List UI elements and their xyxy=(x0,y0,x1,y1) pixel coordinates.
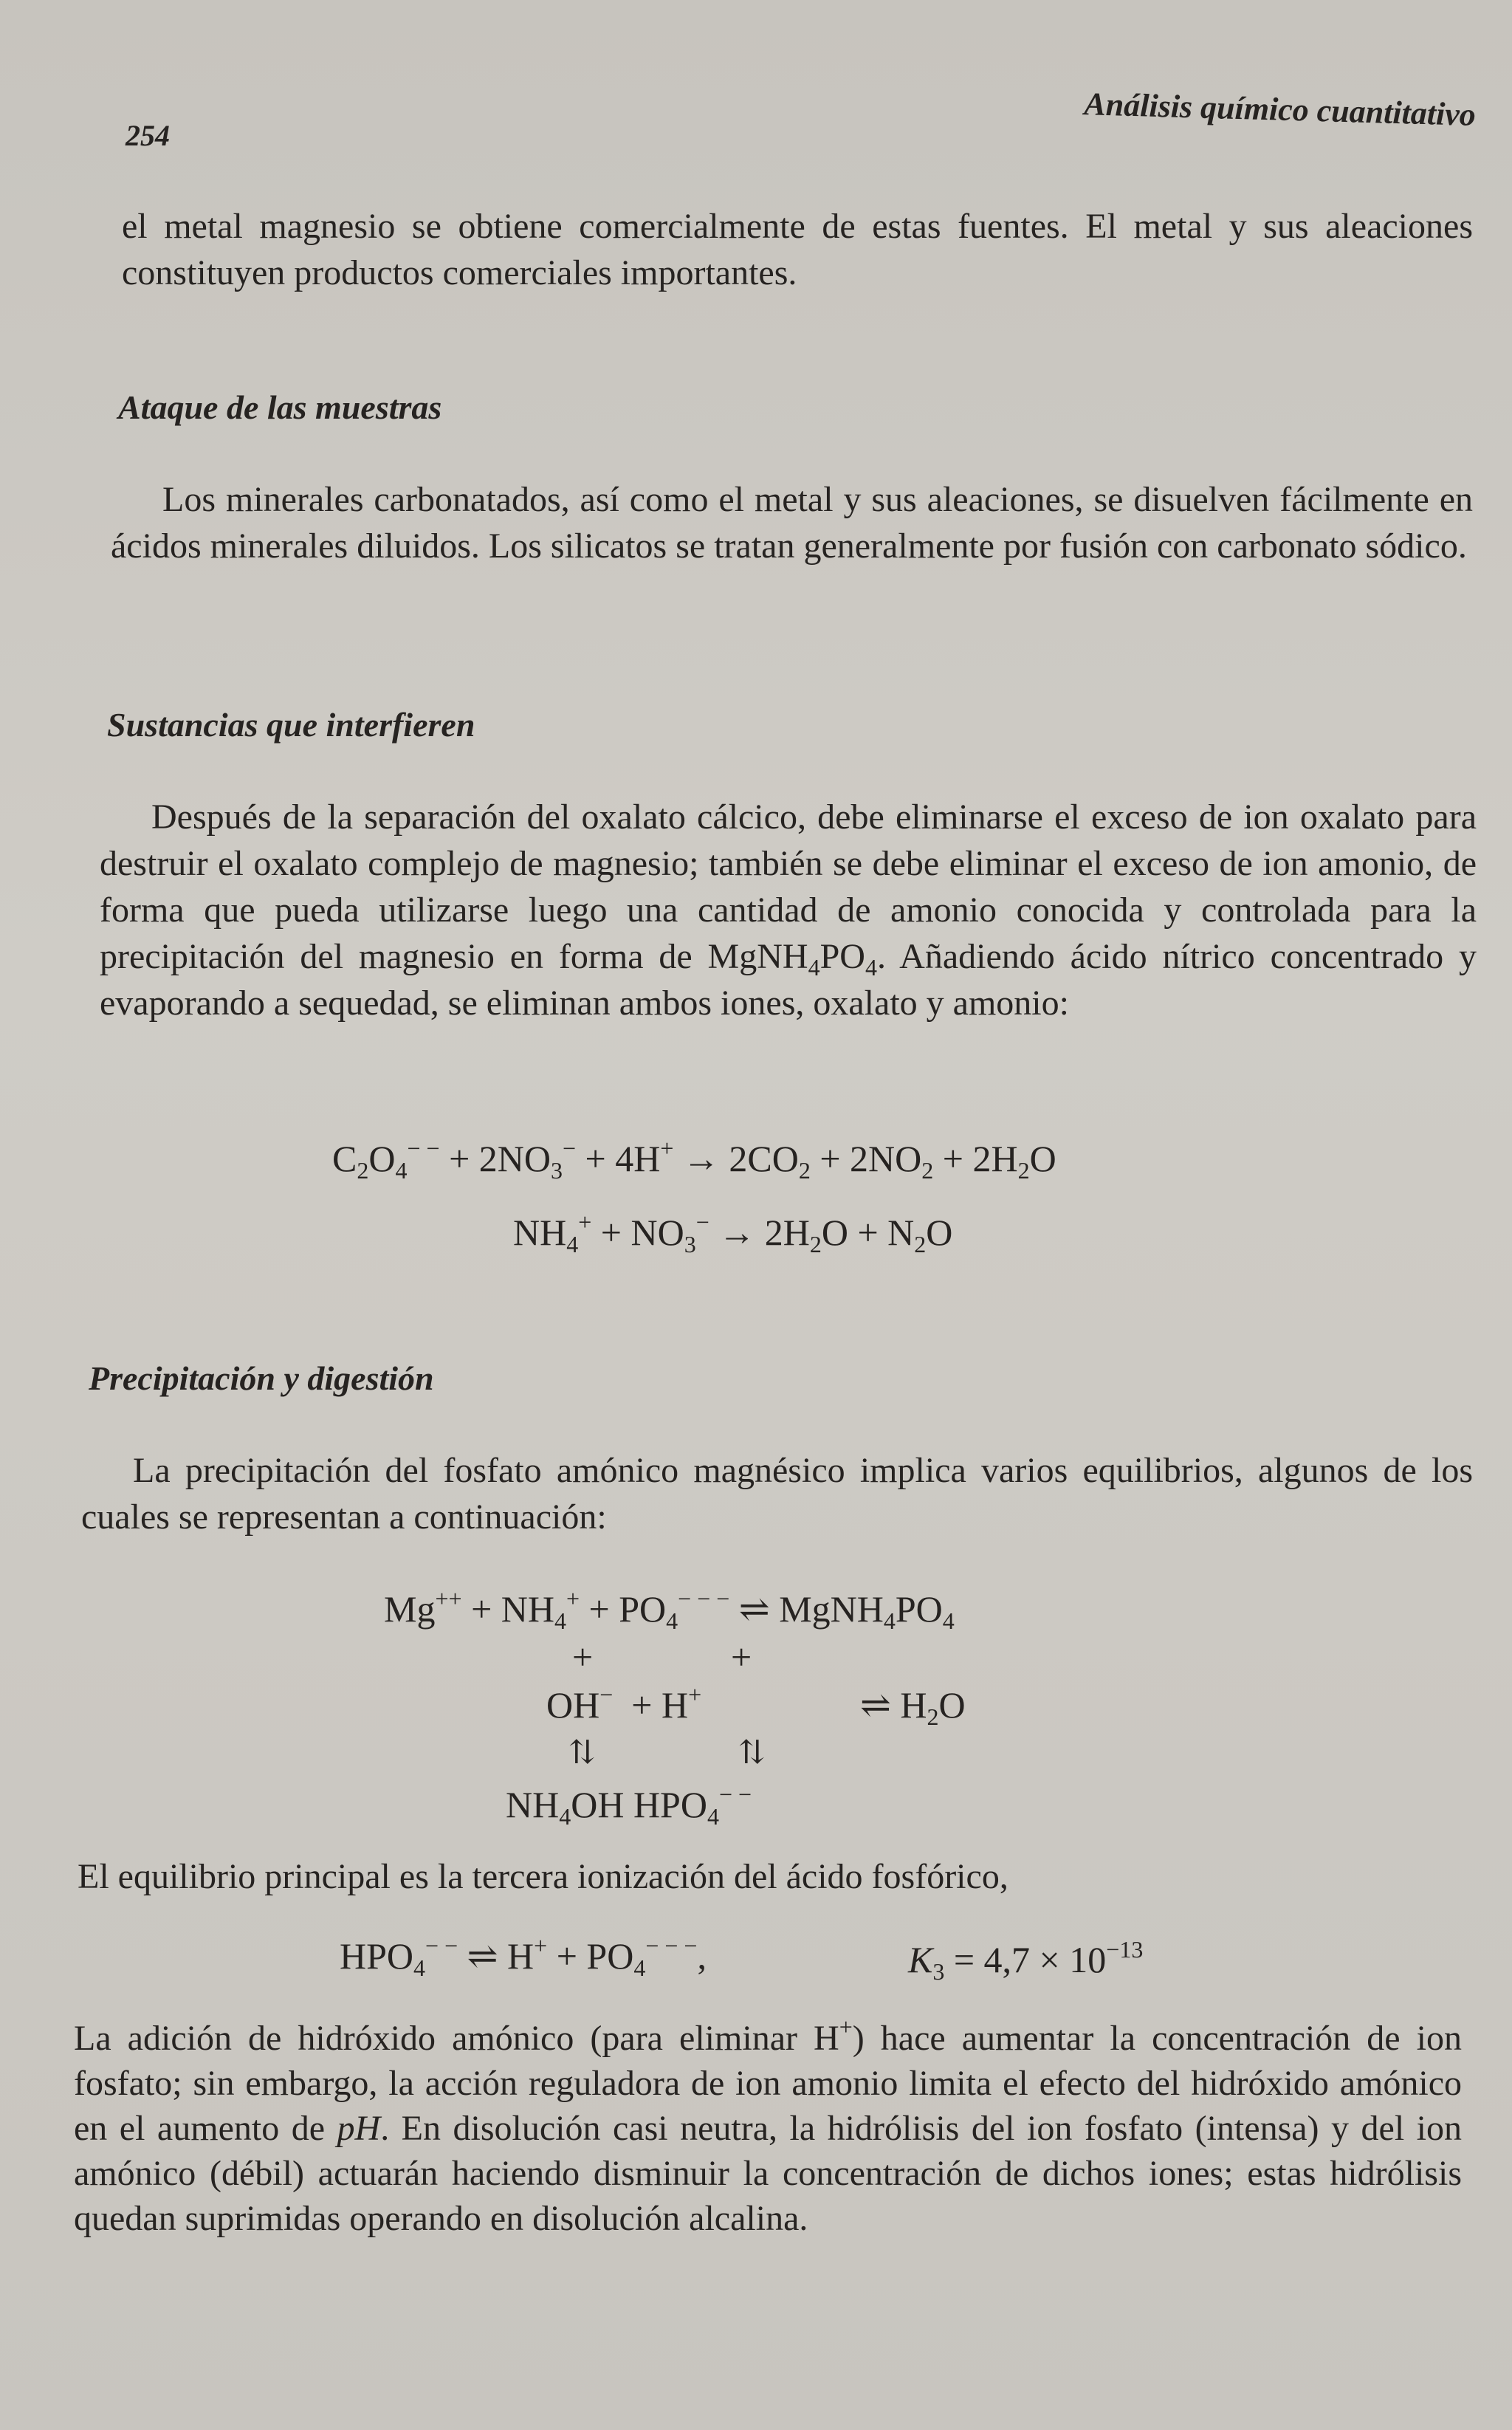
paragraph-ataque: Los minerales carbonatados, así como el metal y sus aleaciones, se disuelven fácilmente en ácidos minerales diluidos. Los silicatos se tratan generalmente por fusión con carbonato sódico. xyxy=(111,480,1473,566)
equilibria-scheme xyxy=(384,1585,1196,1839)
heading-sustancias: Sustancias que interfieren xyxy=(107,706,475,744)
plus-under-nh4: + xyxy=(572,1636,594,1678)
equilibria-row-main: $Mg^{++} + NH_4^+ + PO_4^{- - -}$ ⇌ $MgNH_4PO_4$ xyxy=(384,1585,955,1634)
paragraph-sustancias: Después de la separación del oxalato cálcico, debe eliminarse el exceso de ion oxalato para destruir el oxalato complejo de magnesio; también se debe eliminar el exceso de ion amonio, de forma que pueda utilizarse luego una cantidad de amonio conocida y controlada para la precipitación del magnesio en forma de $MgNH_4PO_4$. Añadiendo ácido nítrico concentrado y evaporando a sequedad, se eliminan ambos iones, oxalato y amonio: xyxy=(100,797,1477,1023)
equilibrium-constant-k3: $K_3 = 4,7 \times 10^{-13}$ xyxy=(908,1936,1144,1985)
equation-oxalate-oxidation: $C_2O_4^{- -} + 2NO_3^- + 4H^+ \to 2CO_2 + 2NO_2 + 2H_2O$ xyxy=(332,1135,1056,1184)
plus-under-po4: + xyxy=(731,1636,752,1678)
page-header xyxy=(126,86,1477,162)
intro-paragraph: el metal magnesio se obtiene comercialmente de estas fuentes. El metal y sus aleaciones constituyen productos comerciales importantes. xyxy=(122,207,1473,292)
water-formation: ⇌ $H_2O$ xyxy=(860,1684,966,1730)
running-title: Análisis químico cuantitativo xyxy=(1084,86,1477,133)
paragraph-adicion: La adición de hidróxido amónico (para eliminar H+) hace aumentar la concentración de ion fosfato; sin embargo, la acción reguladora de ion amonio limita el efecto del hidróxido amónico en el aumento de pH. En disolución casi neutra, la hidrólisis del ion fosfato (intensa) y del ion amónico (débil) actuarán haciendo disminuir la concentración de dichos iones; estas hidrólisis quedan suprimidas operando en disolución alcalina. xyxy=(74,2014,1462,2238)
equilibria-row-water: OH− + H+ xyxy=(546,1681,702,1726)
heading-ataque: Ataque de las muestras xyxy=(118,388,442,426)
paragraph-equilibrio: El equilibrio principal es la tercera ionización del ácido fosfórico, xyxy=(78,1857,1008,1896)
equation-third-ionization: $HPO_4^{- -}$ ⇌ $H^+ + PO_4^{- - -}$, xyxy=(340,1932,707,1981)
equation-ammonium-oxidation: $NH_4^+ + NO_3^- \to 2H_2O + N_2O$ xyxy=(513,1209,953,1257)
updown-arrow-left: ⇅ xyxy=(568,1734,596,1771)
page-number: 254 xyxy=(126,119,170,152)
equilibria-row-bottom: $NH_4OH$ $HPO_4^{- -}$ xyxy=(506,1781,752,1830)
updown-arrow-right: ⇅ xyxy=(738,1734,766,1771)
paragraph-precipitacion: La precipitación del fosfato amónico magnésico implica varios equilibrios, algunos de los cuales se representan a continuación: xyxy=(81,1451,1473,1537)
heading-precipitacion: Precipitación y digestión xyxy=(89,1359,434,1397)
